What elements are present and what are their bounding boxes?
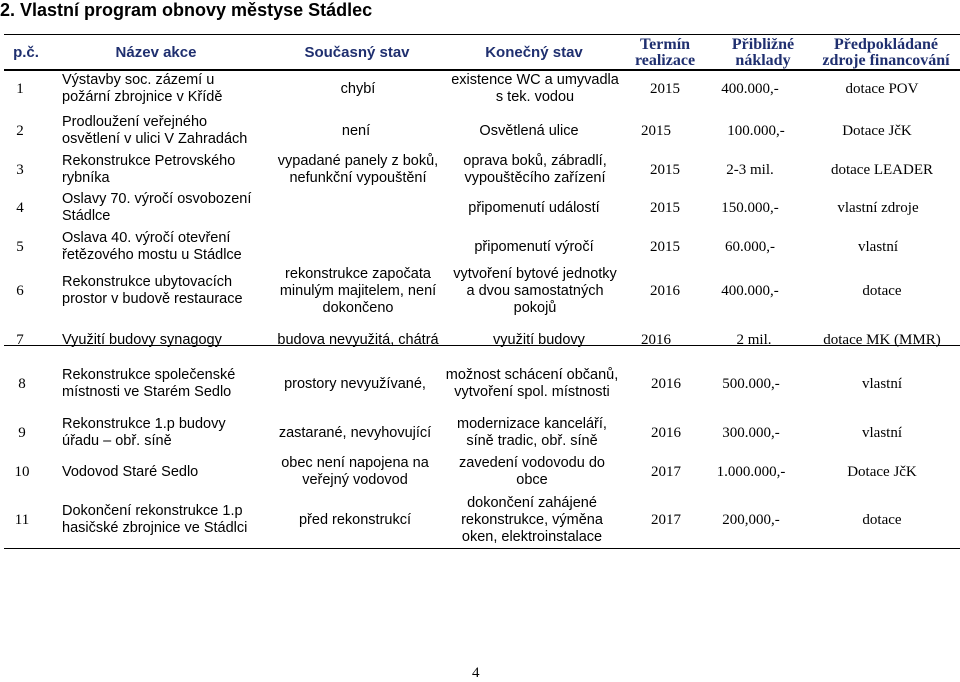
row-zdroje: dotace MK (MMR) (823, 331, 941, 348)
page-number: 4 (472, 665, 480, 681)
row-termin: 2015 (650, 199, 680, 216)
row-number: 4 (16, 199, 24, 216)
row-naklady: 2 mil. (736, 331, 772, 348)
row-zdroje: vlastní (862, 424, 902, 441)
row-konecny: Osvětlená ulice (479, 122, 579, 139)
row-nazev: Využití budovy synagogy (62, 331, 222, 348)
row-termin: 2017 (651, 463, 681, 480)
row-number: 8 (18, 375, 26, 392)
row-zdroje: Dotace JčK (847, 463, 917, 480)
row-zdroje: dotace (862, 511, 902, 528)
row-nazev: Rekonstrukce 1.p budovy úřadu – obř. síně (62, 416, 226, 449)
row-zdroje: Dotace JčK (842, 122, 912, 139)
row-nazev: Rekonstrukce ubytovacích prostor v budově restaurace (62, 274, 243, 307)
row-termin: 2016 (651, 424, 681, 441)
page-title: 2. Vlastní program obnovy městyse Stádlec (0, 0, 373, 20)
row-nazev: Oslavy 70. výročí osvobození Stádlce (62, 191, 252, 224)
table-row (4, 322, 960, 358)
row-konecny: vytvoření bytové jednotky a dvou samostatných pokojů (453, 265, 617, 316)
row-konecny: připomenutí výročí (474, 238, 594, 255)
row-number: 2 (16, 122, 24, 139)
header-zdroje: Předpokládané zdroje financování (822, 35, 950, 69)
row-nazev: Dokončení rekonstrukce 1.p hasičské zbrojnice ve Stádlci (62, 503, 248, 536)
table-header (4, 34, 960, 71)
table-row (4, 410, 960, 456)
row-nazev: Výstavby soc. zázemí u požární zbrojnice v Křídě (62, 72, 223, 105)
table-row (4, 492, 960, 548)
row-soucasny: obec není napojena na veřejný vodovod (281, 455, 429, 488)
table-row (4, 70, 960, 108)
row-naklady: 400.000,- (721, 80, 779, 97)
row-termin: 2015 (650, 161, 680, 178)
row-soucasny: budova nevyužitá, chátrá (277, 331, 439, 348)
table-row (4, 188, 960, 228)
row-number: 11 (14, 511, 30, 528)
row-nazev: Rekonstrukce Petrovského rybníka (62, 153, 236, 186)
row-naklady: 2-3 mil. (726, 161, 774, 178)
row-number: 9 (18, 424, 26, 441)
row-naklady: 200,000,- (722, 511, 780, 528)
row-number: 7 (16, 331, 24, 348)
row-soucasny: zastarané, nevyhovující (278, 424, 432, 441)
table-row (4, 110, 960, 152)
table-rule (4, 34, 960, 35)
row-number: 5 (16, 238, 24, 255)
row-soucasny: chybí (340, 80, 376, 97)
row-number: 6 (16, 282, 24, 299)
row-zdroje: vlastní (858, 238, 898, 255)
row-number: 3 (16, 161, 24, 178)
row-nazev: Prodloužení veřejného osvětlení v ulici V Zahradách (62, 114, 248, 147)
row-konecny: zavedení vodovodu do obce (459, 455, 605, 488)
table-rule (4, 548, 960, 549)
row-nazev: Oslava 40. výročí otevření řetězového mostu u Stádlce (62, 230, 242, 263)
row-naklady: 300.000,- (722, 424, 780, 441)
header-termin: Termín realizace (634, 35, 696, 69)
table-row (4, 260, 960, 322)
row-konecny: modernizace kanceláří, síně tradic, obř. síně (457, 416, 607, 449)
row-naklady: 1.000.000,- (716, 463, 786, 480)
row-naklady: 500.000,- (722, 375, 780, 392)
row-naklady: 60.000,- (725, 238, 775, 255)
row-termin: 2017 (651, 511, 681, 528)
row-soucasny: vypadané panely z boků, nefunkční vypouštění (277, 153, 439, 186)
row-naklady: 150.000,- (721, 199, 779, 216)
row-termin: 2015 (650, 238, 680, 255)
row-konecny: možnost schácení občanů, vytvoření spol. místnosti (445, 367, 619, 400)
row-termin: 2015 (650, 80, 680, 97)
row-soucasny: před rekonstrukcí (298, 511, 412, 528)
row-soucasny: prostory nevyužívané, (284, 375, 426, 392)
row-konecny: oprava boků, zábradlí, vypouštěcího zařízení (463, 153, 607, 186)
table-rule (4, 345, 960, 346)
header-soucasny: Současný stav (304, 43, 410, 61)
header-nazev: Název akce (115, 43, 197, 61)
table-row (4, 152, 960, 188)
table-row (4, 358, 960, 410)
row-konecny: existence WC a umyvadla s tek. vodou (451, 72, 619, 105)
row-termin: 2015 (641, 122, 671, 139)
row-zdroje: dotace (862, 282, 902, 299)
header-konecny: Konečný stav (485, 43, 583, 61)
row-naklady: 100.000,- (727, 122, 785, 139)
row-konecny: připomenutí událostí (468, 199, 600, 216)
row-termin: 2016 (650, 282, 680, 299)
table-rule (4, 69, 960, 70)
row-soucasny: není (341, 122, 371, 139)
row-zdroje: vlastní zdroje (837, 199, 919, 216)
row-zdroje: dotace LEADER (830, 161, 934, 178)
row-soucasny: rekonstrukce započata minulým majitelem, není dokončeno (279, 265, 437, 316)
row-termin: 2016 (651, 375, 681, 392)
row-zdroje: dotace POV (845, 80, 919, 97)
header-naklady: Přibližné náklady (731, 35, 795, 69)
row-nazev: Rekonstrukce společenské místnosti ve Starém Sedlo (62, 367, 236, 400)
row-konecny: dokončení zahájené rekonstrukce, výměna oken, elektroinstalace (461, 494, 603, 545)
row-zdroje: vlastní (862, 375, 902, 392)
row-termin: 2016 (641, 331, 671, 348)
row-number: 10 (14, 463, 30, 480)
header-pc: p.č. (13, 43, 39, 61)
row-naklady: 400.000,- (721, 282, 779, 299)
row-nazev: Vodovod Staré Sedlo (62, 463, 199, 480)
row-soucasny (262, 188, 450, 228)
table-row (4, 452, 960, 492)
row-number: 1 (16, 80, 24, 97)
row-konecny: využití budovy (493, 331, 585, 348)
